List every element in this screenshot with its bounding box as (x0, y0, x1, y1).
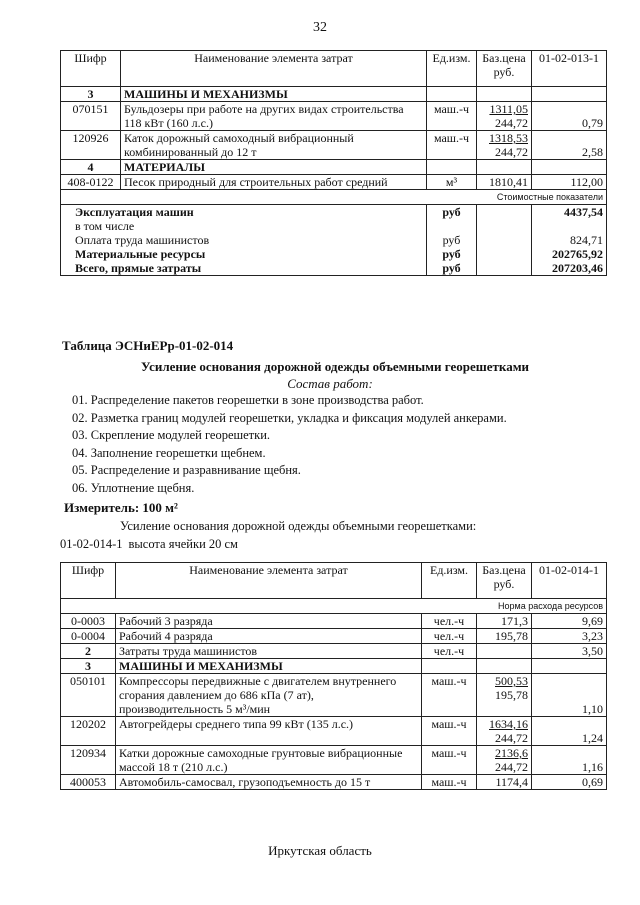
header-code: Шифр (61, 563, 116, 599)
row-value: 3,50 (532, 644, 607, 659)
row-code: 070151 (61, 102, 121, 131)
row-price (477, 160, 532, 175)
row-value: 1,10 (532, 674, 607, 717)
row-code: 2 (61, 644, 116, 659)
table-row (61, 131, 607, 160)
price-bottom: 244,72 (495, 145, 528, 159)
variant-description: Усиление основания дорожной одежды объемными георешетками: (120, 519, 477, 533)
table-row (61, 102, 607, 131)
summary-value (532, 219, 607, 233)
price-bottom: 244,72 (495, 731, 528, 745)
row-value: 3,23 (532, 629, 607, 644)
table-row (61, 674, 607, 717)
cost-label: Стоимостные показатели (61, 190, 607, 205)
price-top: 1311,05 (489, 102, 528, 116)
table-title: Таблица ЭСНиЕРр-01-02-014 (62, 338, 234, 353)
section-row (61, 659, 607, 674)
row-unit: чел.-ч (422, 629, 477, 644)
summary-label: Материальные ресурсы (61, 247, 427, 261)
table-row (61, 775, 607, 790)
norm-label-row (61, 599, 607, 614)
row-name: Бульдозеры при работе на других видах строительства 118 кВт (160 л.с.) (121, 102, 427, 131)
header-rate-code: 01-02-013-1 (532, 51, 607, 87)
summary-unit: руб (427, 205, 477, 220)
price-bottom: 195,78 (495, 688, 528, 702)
summary-row (61, 205, 607, 220)
header-base-price: Баз.цена руб. (477, 563, 532, 599)
row-code: 0-0004 (61, 629, 116, 644)
table-row (61, 614, 607, 629)
summary-label: Оплата труда машинистов (61, 233, 427, 247)
summary-price (477, 219, 532, 233)
work-item: 05. Распределение и разравнивание щебня. (72, 463, 301, 477)
section-name: МАШИНЫ И МЕХАНИЗМЫ (116, 659, 422, 674)
section-name: МАТЕРИАЛЫ (121, 160, 427, 175)
header-base-price: Баз.цена руб. (477, 51, 532, 87)
work-composition-heading: Состав работ: (287, 376, 373, 391)
variant-line (60, 537, 238, 552)
meter-label: Измеритель: 100 м² (64, 500, 178, 515)
row-name: Компрессоры передвижные с двигателем внутреннего сгорания давлением до 686 кПа (7 ат), производительность 5 м³/мин (116, 674, 422, 717)
row-code: 408-0122 (61, 175, 121, 190)
summary-price (477, 233, 532, 247)
row-price (477, 659, 532, 674)
row-unit (422, 659, 477, 674)
row-unit: маш.-ч (422, 746, 477, 775)
work-item: 02. Разметка границ модулей георешетки, укладка и фиксация модулей анкерами. (72, 410, 507, 425)
summary-value: 202765,92 (532, 247, 607, 261)
row-price (477, 614, 532, 629)
price-top: 171,3 (501, 614, 528, 628)
table-header-row (61, 51, 607, 87)
row-value: 112,00 (532, 175, 607, 190)
row-price (477, 131, 532, 160)
row-code: 3 (61, 659, 116, 674)
price-top: 1634,16 (489, 717, 528, 731)
table-row (61, 746, 607, 775)
section-name: МАШИНЫ И МЕХАНИЗМЫ (121, 87, 427, 102)
price-top: 1174,4 (495, 775, 528, 789)
row-price (477, 717, 532, 746)
row-price (477, 87, 532, 102)
row-code: 4 (61, 160, 121, 175)
cost-label-row (61, 190, 607, 205)
work-item: 04. Заполнение георешетки щебнем. (72, 445, 266, 460)
section-row (61, 87, 607, 102)
header-unit: Ед.изм. (422, 563, 477, 599)
row-price (477, 775, 532, 790)
resource-table-1 (60, 50, 607, 276)
summary-unit: руб (427, 261, 477, 276)
row-unit: маш.-ч (422, 717, 477, 746)
price-top: 1810,41 (489, 175, 528, 189)
price-top: 195,78 (495, 629, 528, 643)
page-footer: Иркутская область (268, 843, 372, 858)
row-price (477, 674, 532, 717)
row-value: 2,58 (532, 131, 607, 160)
summary-price (477, 261, 532, 276)
summary-price (477, 205, 532, 220)
summary-row (61, 233, 607, 247)
row-name: Рабочий 3 разряда (116, 614, 422, 629)
row-unit (427, 87, 477, 102)
row-value: 1,16 (532, 746, 607, 775)
row-code: 3 (61, 87, 121, 102)
row-unit: м³ (427, 175, 477, 190)
summary-label: Эксплуатация машин (61, 205, 427, 220)
page-number: 32 (313, 20, 327, 35)
row-name: Катки дорожные самоходные грунтовые вибрационные массой 18 т (210 л.с.) (116, 746, 422, 775)
work-item: 06. Уплотнение щебня. (72, 480, 195, 495)
norm-label: Норма расхода ресурсов (61, 599, 607, 614)
header-name: Наименование элемента затрат (116, 563, 422, 599)
summary-unit: руб (427, 233, 477, 247)
header-rate-code: 01-02-014-1 (532, 563, 607, 599)
row-value: 0,69 (532, 775, 607, 790)
work-composition-list (72, 392, 507, 497)
summary-value: 4437,54 (532, 205, 607, 220)
row-price (477, 629, 532, 644)
table-row (61, 717, 607, 746)
header-name: Наименование элемента затрат (121, 51, 427, 87)
row-value (532, 87, 607, 102)
row-value: 0,79 (532, 102, 607, 131)
row-unit (427, 160, 477, 175)
summary-label: Всего, прямые затраты (61, 261, 427, 276)
row-name: Автогрейдеры среднего типа 99 кВт (135 л.с.) (116, 717, 422, 746)
table-row (61, 629, 607, 644)
row-name: Песок природный для строительных работ средний (121, 175, 427, 190)
row-code: 0-0003 (61, 614, 116, 629)
summary-row (61, 247, 607, 261)
row-name: Каток дорожный самоходный вибрационный комбинированный до 12 т (121, 131, 427, 160)
header-code: Шифр (61, 51, 121, 87)
summary-label: в том числе (61, 219, 427, 233)
row-price (477, 102, 532, 131)
row-value: 9,69 (532, 614, 607, 629)
row-value: 1,24 (532, 717, 607, 746)
price-top: 2136,6 (495, 746, 528, 760)
table-row (61, 644, 607, 659)
row-name: Автомобиль-самосвал, грузоподъемность до 15 т (116, 775, 422, 790)
row-value (532, 160, 607, 175)
row-unit: маш.-ч (427, 102, 477, 131)
row-unit: маш.-ч (422, 674, 477, 717)
summary-value: 207203,46 (532, 261, 607, 276)
price-top: 1318,53 (489, 131, 528, 145)
resource-table-2 (60, 562, 607, 790)
row-unit: маш.-ч (427, 131, 477, 160)
price-top: 500,53 (495, 674, 528, 688)
work-item: 03. Скрепление модулей георешетки. (72, 428, 271, 442)
header-unit: Ед.изм. (427, 51, 477, 87)
row-price (477, 746, 532, 775)
row-price (477, 644, 532, 659)
row-code: 120934 (61, 746, 116, 775)
summary-row (61, 219, 607, 233)
row-value (532, 659, 607, 674)
row-code: 120926 (61, 131, 121, 160)
summary-price (477, 247, 532, 261)
section-row (61, 160, 607, 175)
row-unit: чел.-ч (422, 644, 477, 659)
summary-unit: руб (427, 247, 477, 261)
table-subtitle: Усиление основания дорожной одежды объемными георешетками (140, 359, 530, 374)
table-header-row (61, 563, 607, 599)
variant-code: 01-02-014-1 (60, 537, 123, 551)
price-bottom: 244,72 (495, 116, 528, 130)
row-unit: маш.-ч (422, 775, 477, 790)
variant-name: высота ячейки 20 см (128, 537, 238, 551)
row-unit: чел.-ч (422, 614, 477, 629)
row-code: 400053 (61, 775, 116, 790)
summary-unit (427, 219, 477, 233)
row-name: Рабочий 4 разряда (116, 629, 422, 644)
row-code: 120202 (61, 717, 116, 746)
summary-value: 824,71 (532, 233, 607, 247)
row-price (477, 175, 532, 190)
row-code: 050101 (61, 674, 116, 717)
row-name: Затраты труда машинистов (116, 644, 422, 659)
work-item: 01. Распределение пакетов георешетки в зоне производства работ. (72, 393, 424, 407)
price-bottom: 244,72 (495, 760, 528, 774)
table-row (61, 175, 607, 190)
summary-row (61, 261, 607, 276)
